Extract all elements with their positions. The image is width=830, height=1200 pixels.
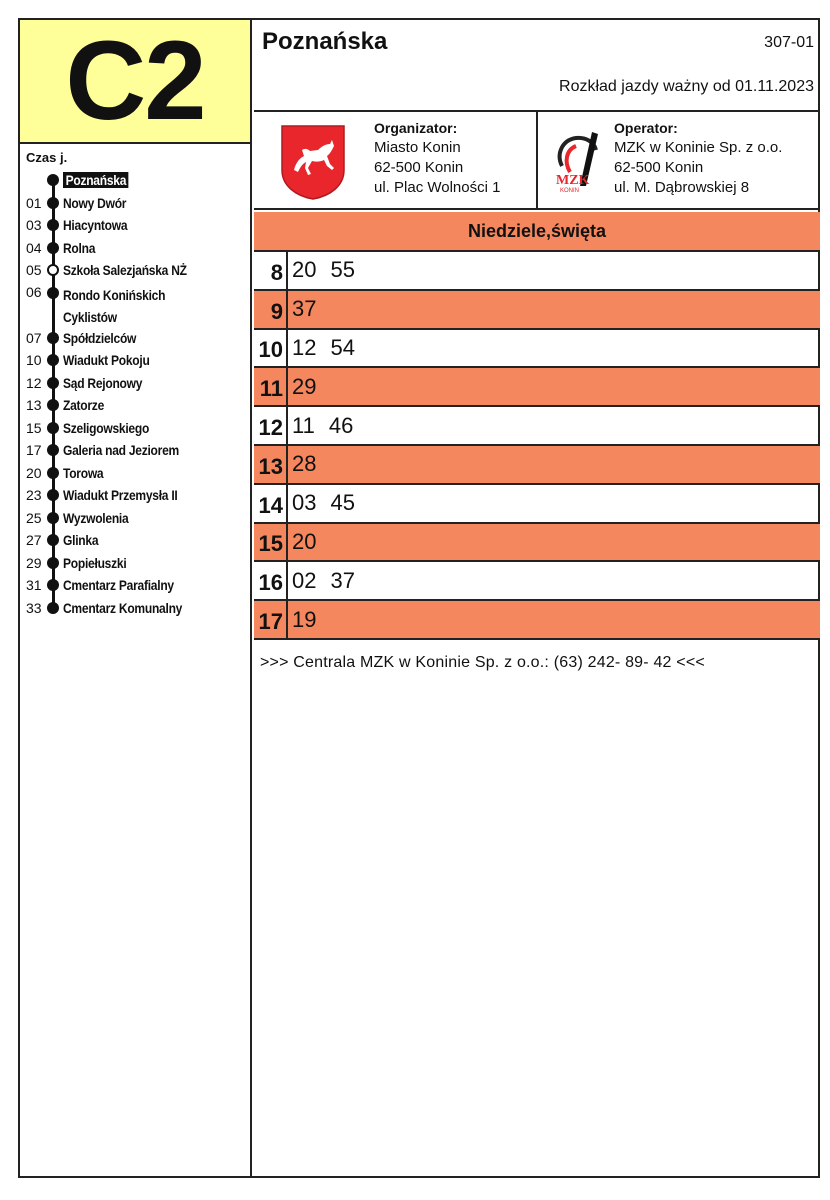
stop-name-label: Spółdzielców xyxy=(63,329,137,346)
departure-minute: 55 xyxy=(330,257,355,283)
organizer-street: ul. Plac Wolności 1 xyxy=(374,179,501,196)
departure-minute: 28 xyxy=(292,451,317,477)
stop-dot-icon xyxy=(47,512,59,524)
departure-minute: 37 xyxy=(292,296,317,322)
stop-travel-time: 03 xyxy=(26,217,42,234)
stop-name-label: Wyzwolenia xyxy=(63,509,129,526)
stop-list xyxy=(20,169,252,619)
stop-dot-icon xyxy=(47,332,59,344)
operator-postal: 62-500 Konin xyxy=(614,159,704,176)
departure-minute: 46 xyxy=(328,412,354,438)
stop-travel-time: 06 xyxy=(26,283,42,300)
route-number: C2 xyxy=(65,18,205,143)
stop-item xyxy=(20,237,252,260)
stop-name: Poznańska xyxy=(262,28,388,55)
stop-dot-icon xyxy=(47,422,59,434)
stop-travel-time: 07 xyxy=(26,329,42,346)
departure-minutes xyxy=(288,446,316,483)
stop-travel-time: 01 xyxy=(26,194,42,211)
table-row xyxy=(254,330,820,369)
stop-item xyxy=(20,327,252,350)
stop-name-label: Szeligowskiego xyxy=(63,419,150,436)
stop-item xyxy=(20,439,252,462)
departure-hour: 10 xyxy=(254,330,288,367)
table-row xyxy=(254,446,820,485)
stop-dot-icon xyxy=(47,602,59,614)
operator-street: ul. M. Dąbrowskiej 8 xyxy=(614,179,750,196)
stop-travel-time: 27 xyxy=(26,532,42,549)
stop-travel-time: 12 xyxy=(26,374,42,391)
stop-name-label: Cmentarz Komunalny xyxy=(63,599,183,616)
table-row xyxy=(254,524,820,563)
stop-item xyxy=(20,552,252,575)
mzk-logo-text: MZK xyxy=(556,173,590,188)
stop-dot-icon xyxy=(47,219,59,231)
departure-hour: 14 xyxy=(254,485,288,522)
stop-item xyxy=(20,417,252,440)
departure-minutes xyxy=(288,485,355,522)
mzk-logo-icon xyxy=(552,126,606,196)
departure-minute: 37 xyxy=(330,567,355,593)
departure-minute: 02 xyxy=(292,567,317,593)
organizer-box xyxy=(254,112,538,208)
stop-travel-time: 25 xyxy=(26,509,42,526)
stop-item xyxy=(20,349,252,372)
stop-dot-icon xyxy=(47,444,59,456)
stop-dot-icon xyxy=(47,557,59,569)
stop-dot-icon xyxy=(47,579,59,591)
konin-coat-of-arms-icon xyxy=(280,124,346,200)
departure-minutes xyxy=(288,407,353,444)
organizer-operator-row xyxy=(254,112,820,210)
stop-name-label: Rolna xyxy=(63,239,96,256)
stop-dot-icon xyxy=(47,242,59,254)
stop-name-label: Glinka xyxy=(63,532,99,549)
stop-dot-icon xyxy=(47,467,59,479)
stop-item xyxy=(20,529,252,552)
stop-travel-time: 13 xyxy=(26,397,42,414)
organizer-label: Organizator: xyxy=(374,120,458,136)
stop-name-label: Nowy Dwór xyxy=(63,194,127,211)
stop-item xyxy=(20,259,252,282)
stop-travel-time: 20 xyxy=(26,464,42,481)
departure-minutes xyxy=(288,562,355,599)
departure-minute: 19 xyxy=(292,606,317,632)
stop-travel-time: 17 xyxy=(26,442,42,459)
departure-minute: 12 xyxy=(292,334,317,360)
stop-name-label: Galeria nad Jeziorem xyxy=(63,442,179,459)
stop-name-label: Cmentarz Parafialny xyxy=(63,577,174,594)
departure-minutes xyxy=(288,291,316,328)
departure-minute: 20 xyxy=(292,257,317,283)
stop-name-label: Szkoła Salezjańska NŻ xyxy=(63,262,187,279)
table-row xyxy=(254,407,820,446)
stop-dot-icon xyxy=(47,399,59,411)
stop-name-label: Hiacyntowa xyxy=(63,217,128,234)
stop-dot-icon xyxy=(47,354,59,366)
stop-travel-time: 23 xyxy=(26,487,42,504)
table-row xyxy=(254,562,820,601)
stop-travel-time: 05 xyxy=(26,262,42,279)
stop-name-label: Sąd Rejonowy xyxy=(63,374,143,391)
departure-minutes xyxy=(288,252,355,289)
stop-item xyxy=(20,192,252,215)
table-row xyxy=(254,252,820,291)
departure-minute: 54 xyxy=(330,334,355,360)
stop-name-label: Poznańska xyxy=(63,172,129,188)
table-row xyxy=(254,291,820,330)
stop-travel-time: 29 xyxy=(26,554,42,571)
departure-hour: 13 xyxy=(254,446,288,483)
departure-hour: 12 xyxy=(254,407,288,444)
travel-time-label: Czas j. xyxy=(26,150,68,165)
departure-hour: 11 xyxy=(254,368,288,405)
table-row xyxy=(254,368,820,407)
operator-box xyxy=(538,112,820,208)
operator-name: MZK w Koninie Sp. z o.o. xyxy=(614,139,783,156)
stop-name-label: Zatorze xyxy=(63,397,105,414)
departure-hour: 9 xyxy=(254,291,288,328)
departure-minutes xyxy=(288,524,316,561)
stop-item xyxy=(20,507,252,530)
mzk-logo-subtext: KONIN xyxy=(560,188,580,194)
organizer-postal: 62-500 Konin xyxy=(374,159,464,176)
stop-dot-icon xyxy=(47,197,59,209)
stop-item xyxy=(20,574,252,597)
departure-minutes xyxy=(288,601,316,638)
stop-name-label: Popiełuszki xyxy=(63,554,127,571)
stop-travel-time: 33 xyxy=(26,599,42,616)
stop-item xyxy=(20,597,252,620)
stop-dot-icon xyxy=(47,377,59,389)
departure-minutes xyxy=(288,368,316,405)
table-row xyxy=(254,485,820,524)
organizer-name: Miasto Konin xyxy=(374,139,461,156)
table-row xyxy=(254,601,820,640)
stop-travel-time: 31 xyxy=(26,577,42,594)
stop-dot-icon xyxy=(47,489,59,501)
departure-hour: 17 xyxy=(254,601,288,638)
stop-travel-time: 04 xyxy=(26,239,42,256)
stop-item xyxy=(20,169,252,192)
stop-item xyxy=(20,372,252,395)
footer-contact: >>> Centrala MZK w Koninie Sp. z o.o.: (63) 242- 89- 42 <<< xyxy=(260,654,705,671)
operator-label: Operator: xyxy=(614,120,678,136)
stop-name-label: Wiadukt Przemysła II xyxy=(63,487,178,504)
departure-table xyxy=(254,252,820,640)
page-header xyxy=(254,20,820,112)
departure-hour: 8 xyxy=(254,252,288,289)
route-number-box xyxy=(20,20,252,144)
departure-minute: 45 xyxy=(330,490,355,516)
stop-name-label: Torowa xyxy=(63,464,104,481)
departure-minute: 03 xyxy=(292,490,317,516)
stop-item xyxy=(20,462,252,485)
stop-item xyxy=(20,484,252,507)
stop-code: 307-01 xyxy=(764,34,814,51)
departure-minute: 20 xyxy=(292,528,317,554)
stop-dot-icon xyxy=(47,174,59,186)
stop-dot-icon xyxy=(47,534,59,546)
stop-travel-time: 10 xyxy=(26,352,42,369)
route-stops-panel xyxy=(20,144,252,1178)
day-type-header: Niedziele,święta xyxy=(254,212,820,252)
valid-from: Rozkład jazdy ważny od 01.11.2023 xyxy=(559,78,814,95)
stop-item xyxy=(20,394,252,417)
stop-name-label: Rondo Konińskich Cyklistów xyxy=(63,286,166,325)
stop-dot-icon xyxy=(47,287,59,299)
stop-item xyxy=(20,214,252,237)
departure-minute: 29 xyxy=(292,373,317,399)
departure-hour: 15 xyxy=(254,524,288,561)
stop-item xyxy=(20,282,252,327)
stop-name-label: Wiadukt Pokoju xyxy=(63,352,150,369)
timetable-sheet xyxy=(18,18,820,1178)
stop-travel-time: 15 xyxy=(26,419,42,436)
stop-dot-icon xyxy=(47,264,59,276)
departure-minute: 11 xyxy=(292,412,315,438)
departure-hour: 16 xyxy=(254,562,288,599)
departure-minutes xyxy=(288,330,355,367)
